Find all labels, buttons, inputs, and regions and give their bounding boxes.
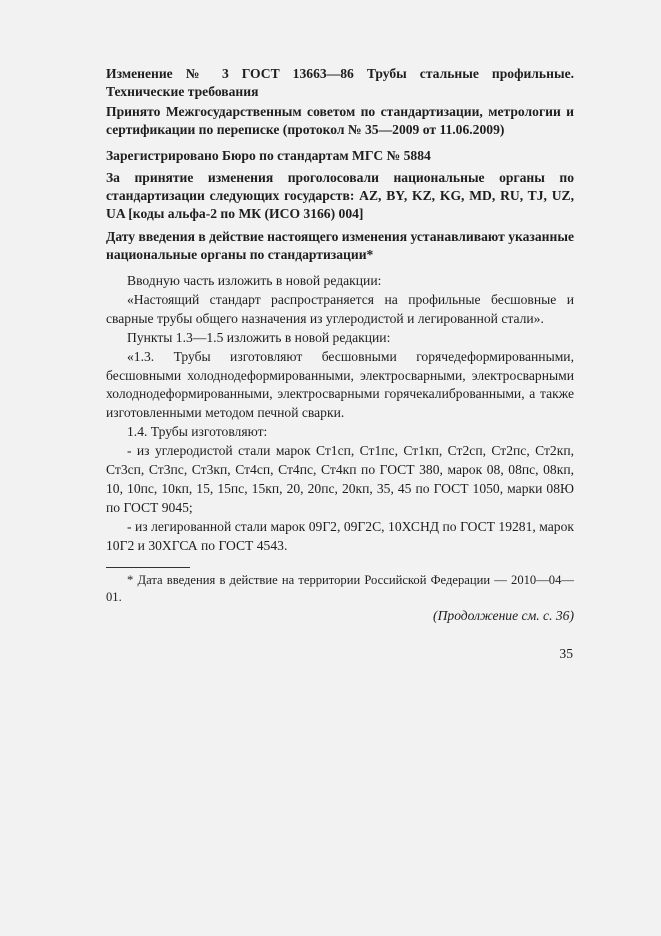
body-paragraph: Вводную часть изложить в новой редакции: [127,273,382,288]
footnote-divider [106,567,190,568]
body-paragraph: Пункты 1.3—1.5 изложить в новой редакции: [127,329,391,345]
adoption-statement: Принято Межгосударственным советом по стандартизации, метрологии и сертификации по переписке (протокол № 35—2009 от 11.06.2009) [106,104,574,137]
continuation-note: (Продолжение см. с. 36) [433,608,574,623]
body-paragraph: «Настоящий стандарт распространяется на профильные бесшовные и сварные трубы общего назначения из углеродистой и легированной стали». [106,291,574,326]
body-paragraph: «1.3. Трубы изготовляют бесшовными горячедеформированными, бесшовными холоднодеформированными, электросварными, электросварными холоднодеформированными, электросварными горячекалиброванными, а также изготовленными методом печной сварки. [106,348,574,421]
amendment-body [106,272,574,556]
registration-statement: Зарегистрировано Бюро по стандартам МГС № 5884 [106,148,431,163]
footnote: * Дата введения в действие на территории Российской Федерации — 2010—04—01. [106,573,574,604]
amendment-title: Изменение № 3 ГОСТ 13663—86 Трубы стальные профильные. Технические требования [106,66,574,99]
body-paragraph: 1.4. Трубы изготовляют: [127,424,268,440]
effective-date-statement: Дату введения в действие настоящего изменения устанавливают указанные национальные органы по стандартизации* [106,229,574,262]
body-paragraph: - из легированной стали марок 09Г2, 09Г2С, 10ХСНД по ГОСТ 19281, марок 10Г2 и 30ХГСА по ГОСТ 4543. [106,518,574,553]
page-number: 35 [559,646,573,661]
voting-statement: За принятие изменения проголосовали национальные органы по стандартизации следующих государств: AZ, BY, KZ, KG, MD, RU, TJ, UZ, UA [коды альфа-2 по МК (ИСО 3166) 004] [106,170,574,221]
body-paragraph: - из углеродистой стали марок Ст1сп, Ст1пс, Ст1кп, Ст2сп, Ст2пс, Ст2кп, Ст3сп, Ст3пс, Ст3кп, Ст4сп, Ст4пс, Ст4кп по ГОСТ 380, марок 08, 08пс, 08кп, 10, 10пс, 10кп, 15, 15пс, 15кп, 20, 20пс, 20кп, 35, 45 по ГОСТ 1050, марки 08Ю по ГОСТ 9045; [106,443,574,515]
